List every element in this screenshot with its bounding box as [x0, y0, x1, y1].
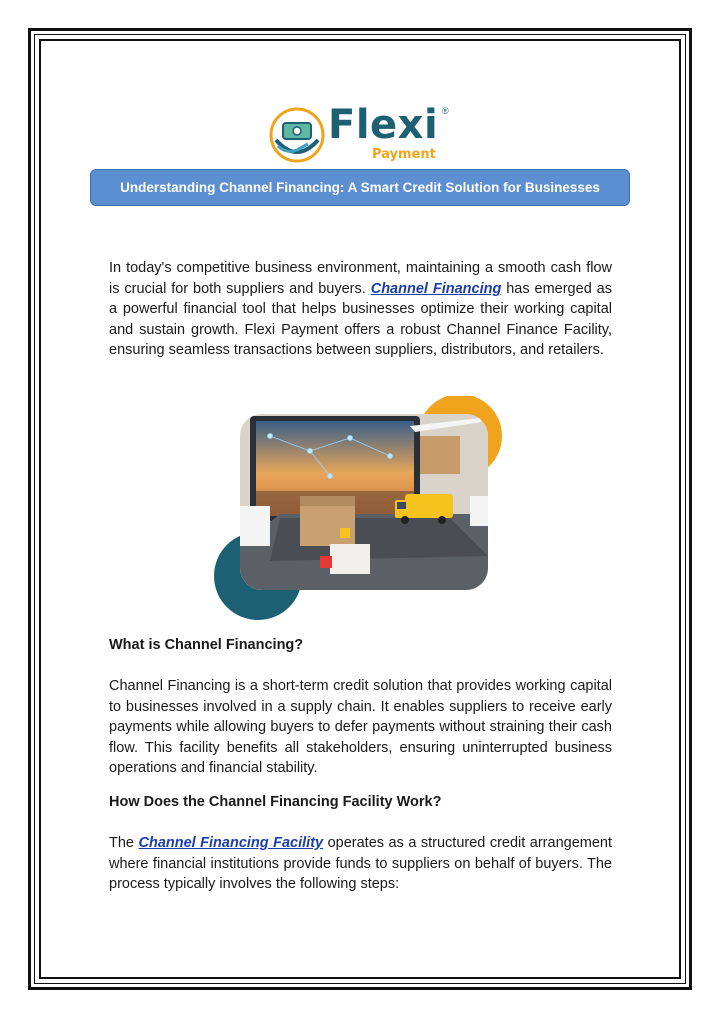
section1-heading: What is Channel Financing?: [109, 637, 304, 653]
channel-financing-facility-link[interactable]: Channel Financing Facility: [138, 835, 324, 851]
section2-heading: How Does the Channel Financing Facility Work?: [109, 794, 442, 810]
flexi-payment-logo: [268, 104, 458, 166]
logo-name: Flexi: [328, 102, 439, 148]
logo-emblem-icon: [268, 106, 326, 164]
banner-title: Understanding Channel Financing: A Smart Credit Solution for Businesses: [120, 180, 600, 195]
intro-text-start: In today's competitive business environment, maintaining a smooth cash flow is crucial for both suppliers and buyers.: [109, 260, 612, 297]
section2-text-start: The: [109, 835, 139, 851]
title-banner: [90, 169, 630, 206]
intro-paragraph: [109, 258, 612, 361]
logo-subtitle: Payment: [372, 147, 436, 162]
section2-body: [109, 833, 612, 895]
intro-text-end: has emerged as a powerful financial tool that helps businesses optimize their working capital and sustain growth. Flexi Payment offers a robust Channel Finance Facility, ensuring seamless transactions between suppliers, distributors, and retailers.: [109, 280, 612, 358]
supply-chain-illustration: [210, 396, 510, 620]
channel-financing-link[interactable]: Channel Financing: [370, 280, 502, 297]
section2-text-end: operates as a structured credit arrangement where financial institutions provide funds to suppliers on behalf of buyers. The process typically involves the following steps:: [109, 835, 613, 892]
logo-registered-mark: ®: [442, 106, 449, 116]
section1-body: Channel Financing is a short-term credit solution that provides working capital to businesses involved in a supply chain. It enables suppliers to receive early payments while allowing buyers to defer payments without straining their cash flow. This facility benefits all stakeholders, ensuring uninterrupted business operations and financial stability.: [109, 678, 612, 776]
